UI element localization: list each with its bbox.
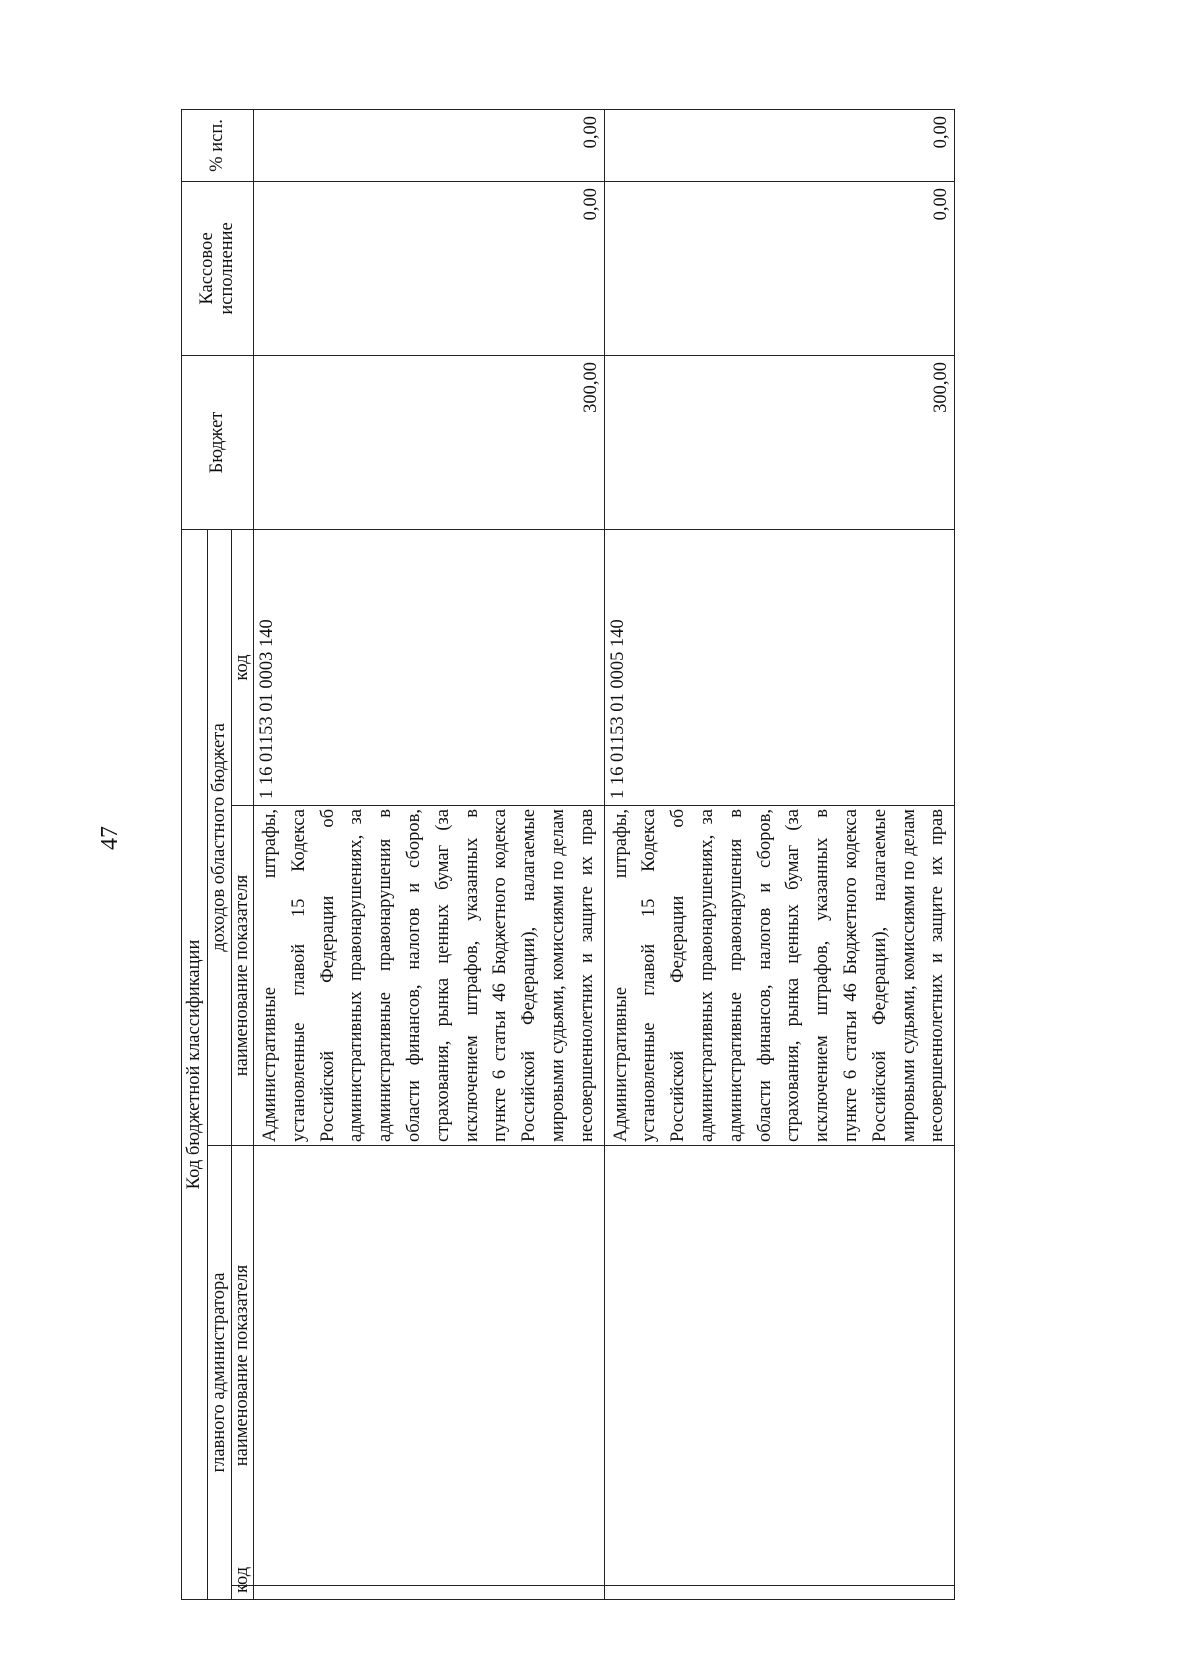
percent-value-cell: 0,00 <box>254 109 605 181</box>
table-row <box>254 109 605 1599</box>
header-admin-code: код <box>232 1586 254 1600</box>
header-cash-line1: Кассовое <box>197 232 218 305</box>
cash-value-cell: 0,00 <box>604 181 955 355</box>
income-name-cell: Административные штрафы, установленные главой 15 Кодекса Российской Федерации об административных правонарушениях, за административные правонарушения в области финансов, налогов и сборов, страхования, рынка ценных бумаг (за исключением штрафов, указанных в пункте 6 статьи 46 Бюджетного кодекса Российской Федерации), налагаемые мировыми судьями, комиссиями по делам несовершеннолетних и защите их прав <box>604 806 955 1146</box>
header-main-administrator: главного администратора <box>208 1146 232 1600</box>
admin-code-cell <box>604 1586 955 1600</box>
income-name-cell: Административные штрафы, установленные главой 15 Кодекса Российской Федерации об административных правонарушениях, за административные правонарушения в области финансов, налогов и сборов, страхования, рынка ценных бумаг (за исключением штрафов, указанных в пункте 6 статьи 46 Бюджетного кодекса Российской Федерации), налагаемые мировыми судьями, комиссиями по делам несовершеннолетних и защите их прав <box>254 806 605 1146</box>
page-number: 47 <box>97 826 123 850</box>
header-cash-execution <box>182 181 254 355</box>
budget-value-cell: 300,00 <box>604 355 955 529</box>
header-regional-budget-income: доходов областного бюджета <box>208 529 232 1145</box>
admin-code-cell <box>254 1586 605 1600</box>
header-income-indicator-name: наименование показателя <box>232 806 254 1146</box>
admin-name-cell <box>604 1146 955 1586</box>
header-budget-classification-code: Код бюджетной классификации <box>182 529 208 1599</box>
header-budget: Бюджет <box>182 355 254 529</box>
table-row <box>604 109 955 1599</box>
admin-name-cell <box>254 1146 605 1586</box>
percent-value-cell: 0,00 <box>604 109 955 181</box>
income-code-cell: 1 16 01153 01 0003 140 <box>254 529 605 805</box>
budget-value-cell: 300,00 <box>254 355 605 529</box>
budget-table <box>181 109 955 1600</box>
header-cash-line2: исполнение <box>216 222 237 315</box>
header-income-code: код <box>232 529 254 805</box>
income-code-cell: 1 16 01153 01 0005 140 <box>604 529 955 805</box>
table-rotated-container <box>181 110 952 1600</box>
header-admin-indicator-name: наименование показателя <box>232 1146 254 1586</box>
header-percent: % исп. <box>182 109 254 181</box>
cash-value-cell: 0,00 <box>254 181 605 355</box>
